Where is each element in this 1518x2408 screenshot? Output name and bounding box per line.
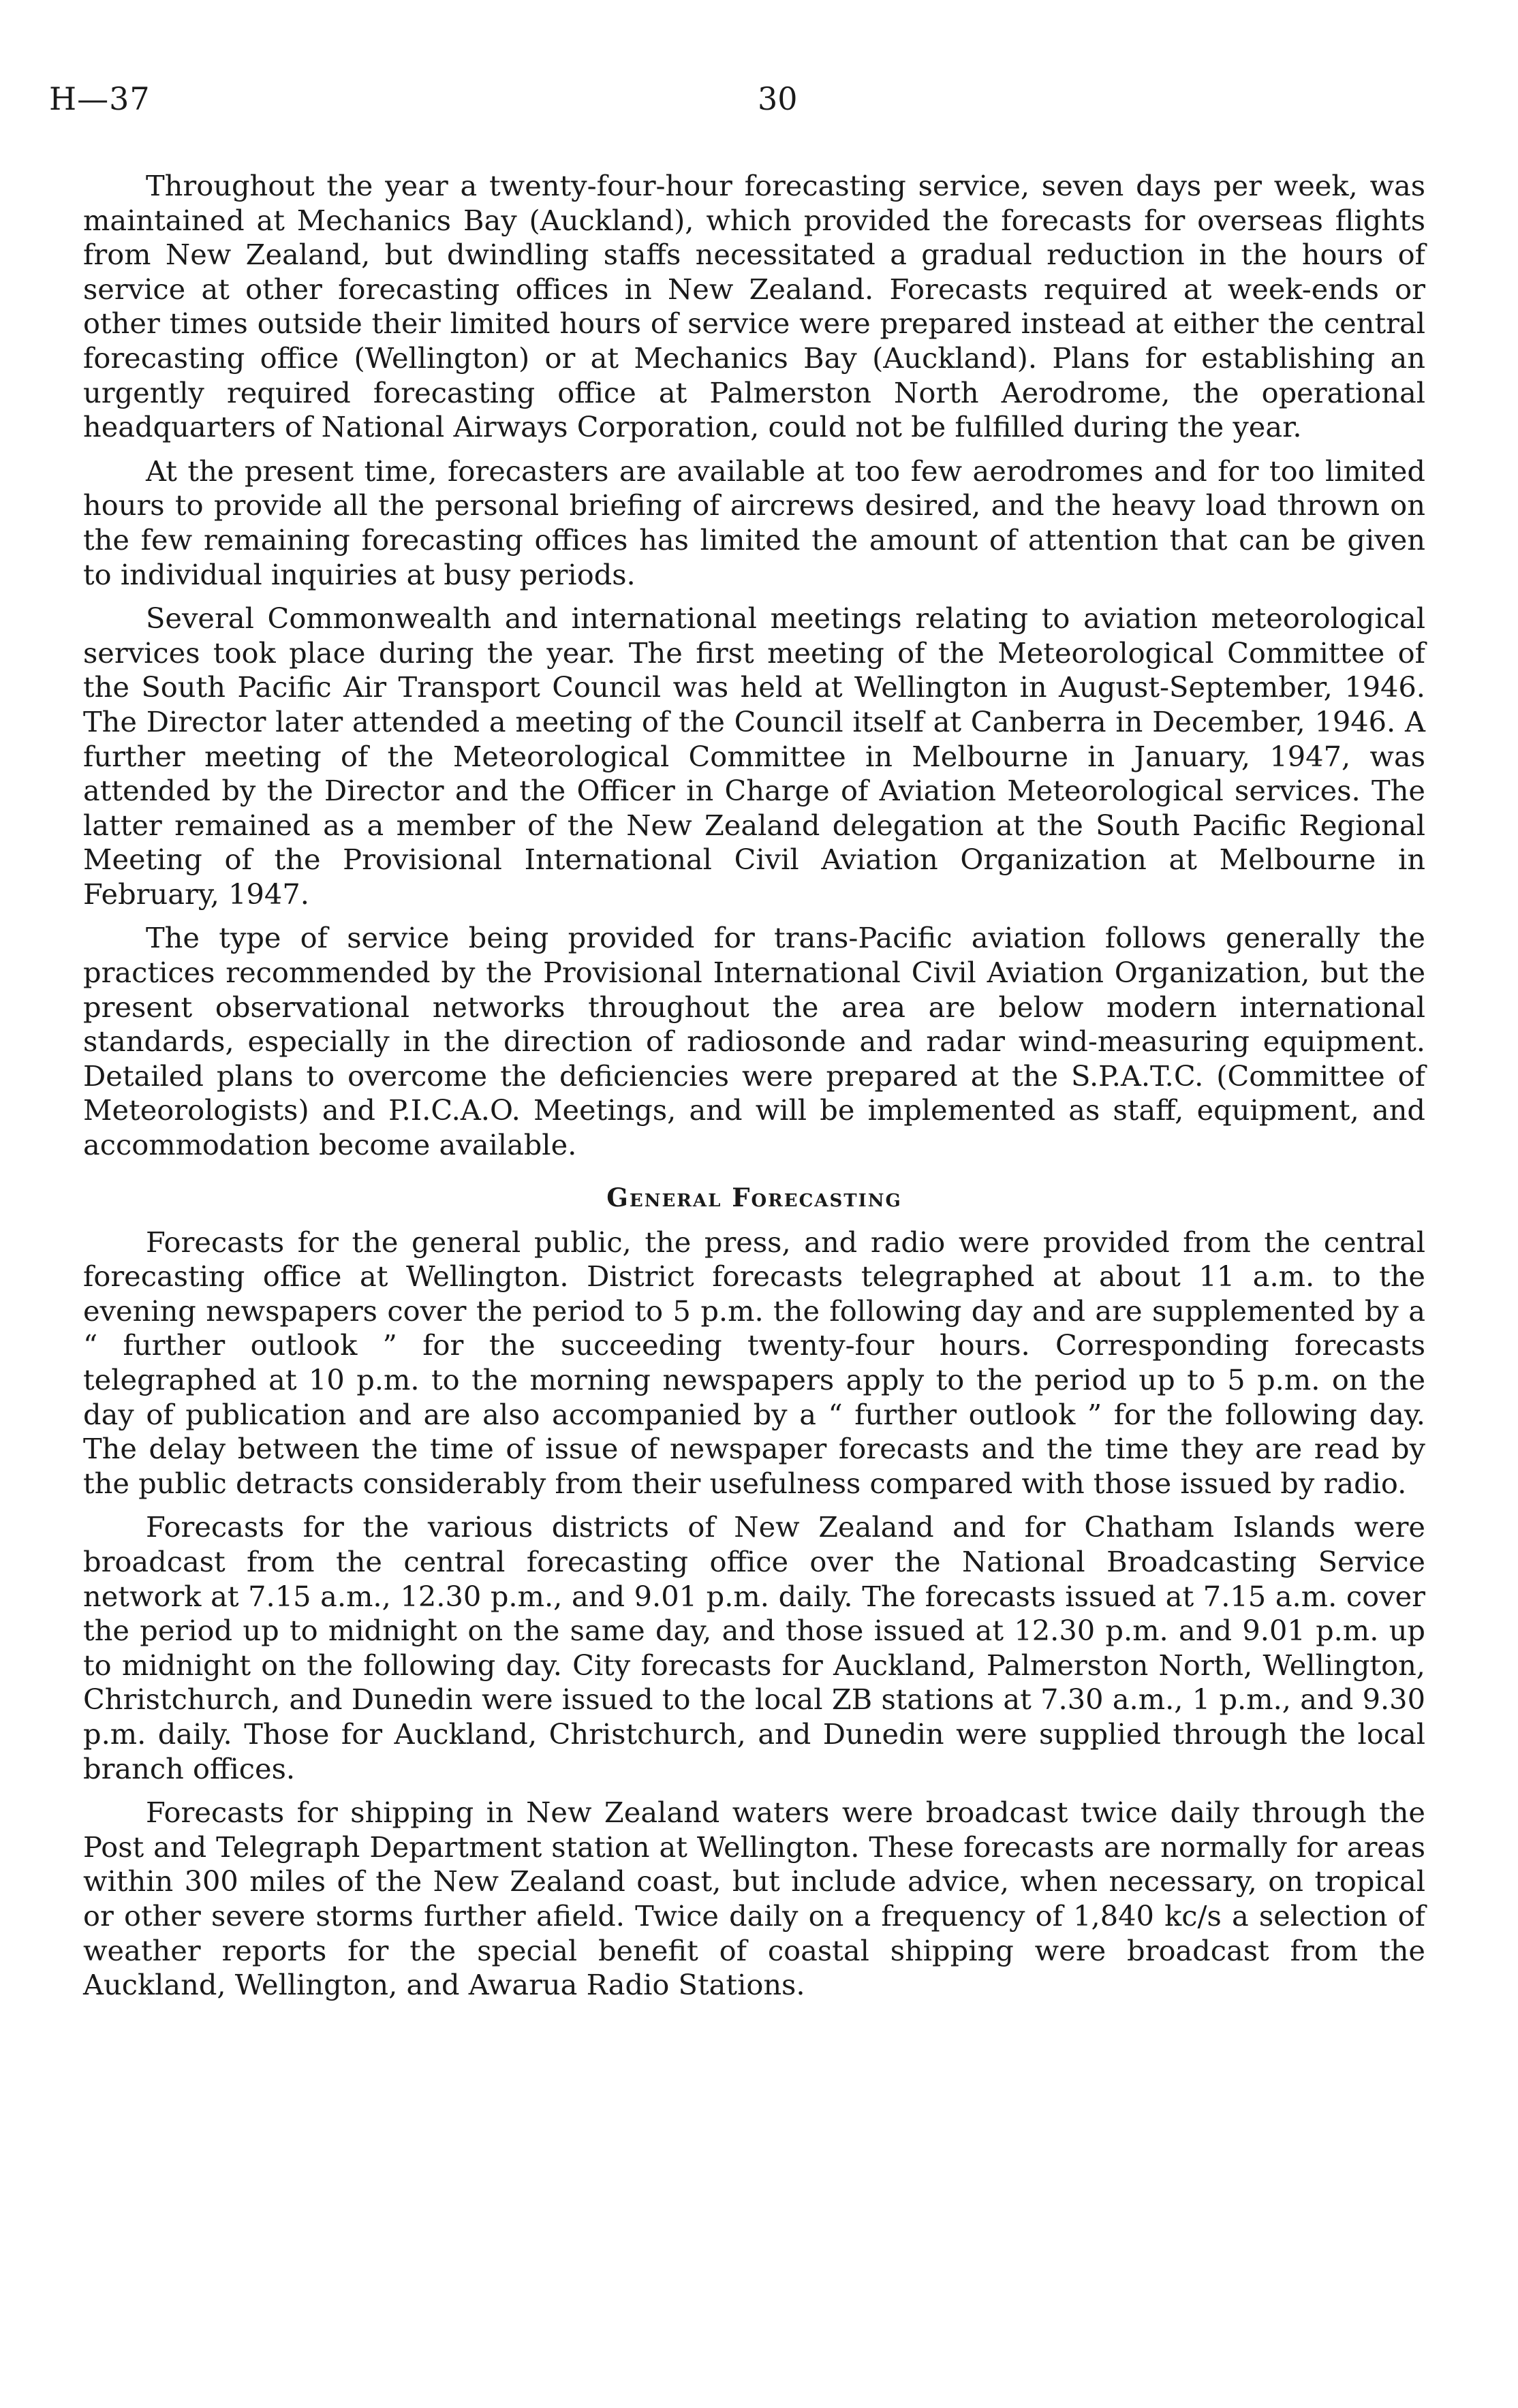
page-number: 30 [758, 80, 798, 117]
paragraph-forecasting-service: Throughout the year a twenty-four-hour forecasting service, seven days per week, was maintained at Mechanics Bay (Auckland), which provided the forecasts for overseas flights from New Zealand, but dwindling staffs necessitated a gradual reduction in the hours of service at other forecasting offices in New Zealand. Forecasts required at week-ends or other times outside their limited hours of service were prepared instead at either the central forecasting office (Wellington) or at Mechanics Bay (Auckland). Plans for establishing an urgently required forecasting office at Palmerston North Aerodrome, the operational headquarters of National Airways Corporation, could not be fulfilled during the year. [83, 169, 1425, 444]
paragraph-shipping-forecasts: Forecasts for shipping in New Zealand waters were broadcast twice daily through the Post and Telegraph Department station at Wellington. These forecasts are normally for areas within 300 miles of the New Zealand coast, but include advice, when necessary, on tropical or other severe storms further afield. Twice daily on a frequency of 1,840 kc/s a selection of weather reports for the special benefit of coastal shipping were broadcast from the Auckland, Wellington, and Awarua Radio Stations. [83, 1796, 1425, 2002]
document-code: H—37 [49, 80, 151, 117]
paragraph-trans-pacific-service: The type of service being provided for trans-Pacific aviation follows generally the practices recommended by the Provisional International Civil Aviation Organization, but the present observational networks throughout the area are below modern international standards, especially in the direction of radiosonde and radar wind-measuring equipment. Detailed plans to overcome the deficiencies were prepared at the S.P.A.T.C. (Committee of Meteorologists) and P.I.C.A.O. Meetings, and will be implemented as staff, equipment, and accommodation become available. [83, 921, 1425, 1162]
paragraph-international-meetings: Several Commonwealth and international meetings relating to aviation meteorological services took place during the year. The first meeting of the Meteorological Committee of the South Pacific Air Transport Council was held at Wellington in August-September, 1946. The Director later attended a meeting of the Council itself at Canberra in December, 1946. A further meeting of the Meteorological Committee in Melbourne in January, 1947, was attended by the Director and the Officer in Charge of Aviation Meteorological services. The latter remained as a member of the New Zealand delegation at the South Pacific Regional Meeting of the Provisional International Civil Aviation Organization at Melbourne in February, 1947. [83, 601, 1425, 911]
paragraph-briefing-limitations: At the present time, forecasters are available at too few aerodromes and for too limited hours to provide all the personal briefing of aircrews desired, and the heavy load thrown on the few remaining forecasting offices has limited the amount of attention that can be given to individual inquiries at busy periods. [83, 454, 1425, 591]
body-text [83, 169, 1425, 2012]
page-header [49, 80, 1463, 128]
paragraph-district-broadcasts: Forecasts for the various districts of New Zealand and for Chatham Islands were broadcast from the central forecasting office over the National Broadcasting Service network at 7.15 a.m., 12.30 p.m., and 9.01 p.m. daily. The forecasts issued at 7.15 a.m. cover the period up to midnight on the same day, and those issued at 12.30 p.m. and 9.01 p.m. up to midnight on the following day. City forecasts for Auckland, Palmerston North, Wellington, Christchurch, and Dunedin were issued to the local ZB stations at 7.30 a.m., 1 p.m., and 9.30 p.m. daily. Those for Auckland, Christchurch, and Dunedin were supplied through the local branch offices. [83, 1510, 1425, 1785]
paragraph-public-forecasts: Forecasts for the general public, the press, and radio were provided from the central forecasting office at Wellington. District forecasts telegraphed at about 11 a.m. to the evening newspapers cover the period to 5 p.m. the following day and are supplemented by a “ further outlook ” for the succeeding twenty-four hours. Corresponding forecasts telegraphed at 10 p.m. to the morning newspapers apply to the period up to 5 p.m. on the day of publication and are also accompanied by a “ further outlook ” for the following day. The delay between the time of issue of newspaper forecasts and the time they are read by the public detracts considerably from their usefulness compared with those issued by radio. [83, 1225, 1425, 1500]
section-heading-general-forecasting: General Forecasting [606, 1182, 902, 1213]
